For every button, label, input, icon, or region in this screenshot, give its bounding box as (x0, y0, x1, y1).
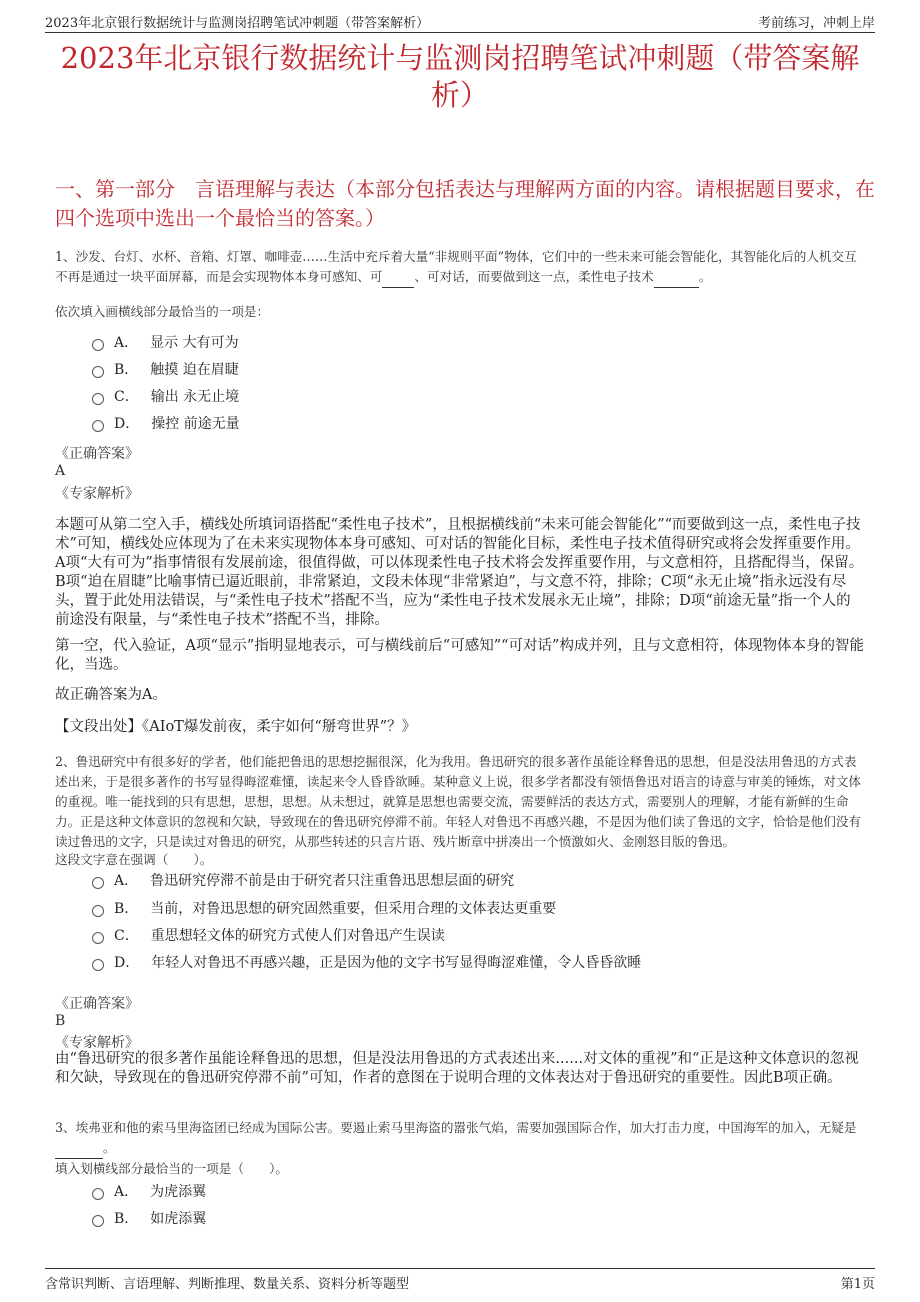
footer-topics: 含常识判断、言语理解、判断推理、数量关系、资料分析等题型 (45, 1277, 410, 1292)
question-3-prompt: 填入划横线部分最恰当的一项是（ ）。 (55, 1161, 288, 1176)
q1-source: 【文段出处】《AIoT爆发前夜，柔宇如何“掰弯世界”？》 (55, 719, 417, 735)
q1-conclusion: 故正确答案为A。 (55, 687, 167, 703)
radio-icon[interactable] (92, 905, 104, 917)
q3-option-b[interactable]: B． 如虎添翼 (92, 1208, 206, 1228)
radio-icon[interactable] (92, 1188, 104, 1200)
page-footer (45, 1268, 875, 1293)
q1-option-d[interactable]: D． 操控 前途无量 (92, 413, 240, 433)
radio-icon[interactable] (92, 339, 104, 351)
q2-analysis-label: 《专家解析》 (55, 1035, 139, 1051)
header-doc-title: 2023年北京银行数据统计与监测岗招聘笔试冲刺题（带答案解析） (45, 16, 430, 31)
section-heading: 一、第一部分 言语理解与表达（本部分包括表达与理解两方面的内容。请根据题目要求，在四个选项中选出一个最恰当的答案。） (55, 177, 875, 230)
q1-answer-label: 《正确答案》 (55, 446, 139, 462)
radio-icon[interactable] (92, 959, 104, 971)
radio-icon[interactable] (92, 932, 104, 944)
header-slogan: 考前练习，冲刺上岸 (757, 16, 875, 31)
radio-icon[interactable] (92, 420, 104, 432)
question-2-prompt: 这段文字意在强调（ ）。 (55, 852, 213, 867)
radio-icon[interactable] (92, 877, 104, 889)
blank-1 (55, 1138, 103, 1159)
document-title: 2023年北京银行数据统计与监测岗招聘笔试冲刺题（带答案解析） (60, 41, 860, 112)
q2-analysis: 由“鲁迅研究的很多著作虽能诠释鲁迅的思想，但是没法用鲁迅的方式表述出来......对文体的重视”和“正是这种文体意识的忽视和欠缺，导致现在的鲁迅研究停滞不前”可知，作者的意图在于说明合理的文体表达对于鲁迅研究的重要性。因此B项正确。 (55, 1051, 859, 1086)
q2-option-d[interactable]: D． 年轻人对鲁迅不再感兴趣，正是因为他的文字书写显得晦涩难懂，令人昏昏欲睡 (92, 952, 641, 972)
q2-answer: B (55, 1013, 66, 1029)
question-3-stem: 3、埃弗亚和他的索马里海盗团已经成为国际公害。要遏止索马里海盗的嚣张气焰，需要加强国际合作，加大打击力度，中国海军的加入，无疑是 。 (55, 1118, 865, 1159)
q2-option-a[interactable]: A． 鲁迅研究停滞不前是由于研究者只注重鲁迅思想层面的研究 (92, 870, 514, 890)
radio-icon[interactable] (92, 393, 104, 405)
page-header (45, 10, 875, 33)
blank-1 (382, 267, 414, 288)
question-2-stem: 2、鲁迅研究中有很多好的学者，他们能把鲁迅的思想挖掘很深，化为我用。鲁迅研究的很多著作虽能诠释鲁迅的思想，但是没法用鲁迅的方式表述出来，于是很多著作的书写显得晦涩难懂，读起来令人昏昏欲睡。某种意义上说，很多学者都没有领悟鲁迅对语言的诗意与审美的锤炼，对文体的重视。唯一能找到的只有思想，思想，思想。从未想过，就算是思想也需要交流，需要鲜活的表达方式，需要别人的理解，才能有新鲜的生命力。正是这种文体意识的忽视和欠缺，导致现在的鲁迅研究停滞不前。年轻人对鲁迅不再感兴趣，不是因为他们读了鲁迅的文字，恰恰是他们没有读过鲁迅的文字，只是读过对鲁迅的研究，从那些转述的只言片语、残片断章中拼凑出一个愤激如火、金刚怒目版的鲁迅。 (55, 754, 861, 849)
q1-analysis-second: 第一空，代入验证，A项“显示”指明显地表示，可与横线前后“可感知”“可对话”构成并列，且与文意相符，体现物体本身的智能化，当选。 (55, 638, 864, 673)
q2-option-c[interactable]: C． 重思想轻文体的研究方式使人们对鲁迅产生误读 (92, 925, 445, 945)
question-1-stem: 1、沙发、台灯、水杯、音箱、灯罩、咖啡壶……生活中充斥着大量“非规则平面”物体，它们中的一些未来可能会智能化，其智能化后的人机交互不再是通过一块平面屏幕，而是会实现物体本身可感知、可 、可对话，而要做到这一点，柔性电子技术 。 (55, 247, 865, 288)
radio-icon[interactable] (92, 366, 104, 378)
q1-option-c[interactable]: C． 输出 永无止境 (92, 386, 239, 406)
q1-analysis-label: 《专家解析》 (55, 486, 139, 502)
q1-answer: A (55, 463, 66, 479)
blank-2 (654, 267, 699, 288)
q1-analysis: 本题可从第二空入手，横线处所填词语搭配“柔性电子技术”，且根据横线前“未来可能会智能化”“而要做到这一点，柔性电子技术”可知，横线处应体现为了在未来实现物体本身可感知、可对话的智能化目标，柔性电子技术值得研究或将会发挥重要作用。A项“大有可为”指事情很有发展前途，很值得做，可以体现柔性电子技术将会发挥重要作用，与文意相符，且搭配得当，保留。B项“迫在眉睫”比喻事情已逼近眼前，非常紧迫，文段未体现“非常紧迫”，与文意不符，排除；C项“永无止境”指永远没有尽头，置于此处用法错误，与“柔性电子技术”搭配不当，应为“柔性电子技术发展永无止境”，排除；D项“前途无量”指一个人的前途没有限量，与“柔性电子技术”搭配不当，排除。 (55, 517, 864, 628)
question-1-prompt: 依次填入画横线部分最恰当的一项是： (55, 304, 270, 319)
page-number: 第1页 (840, 1277, 875, 1292)
q1-option-b[interactable]: B． 触摸 迫在眉睫 (92, 359, 239, 379)
q2-answer-label: 《正确答案》 (55, 996, 139, 1012)
q3-option-a[interactable]: A． 为虎添翼 (92, 1181, 206, 1201)
q2-option-b[interactable]: B． 当前，对鲁迅思想的研究固然重要，但采用合理的文体表达更重要 (92, 898, 556, 918)
q1-option-a[interactable]: A． 显示 大有可为 (92, 332, 239, 352)
radio-icon[interactable] (92, 1215, 104, 1227)
